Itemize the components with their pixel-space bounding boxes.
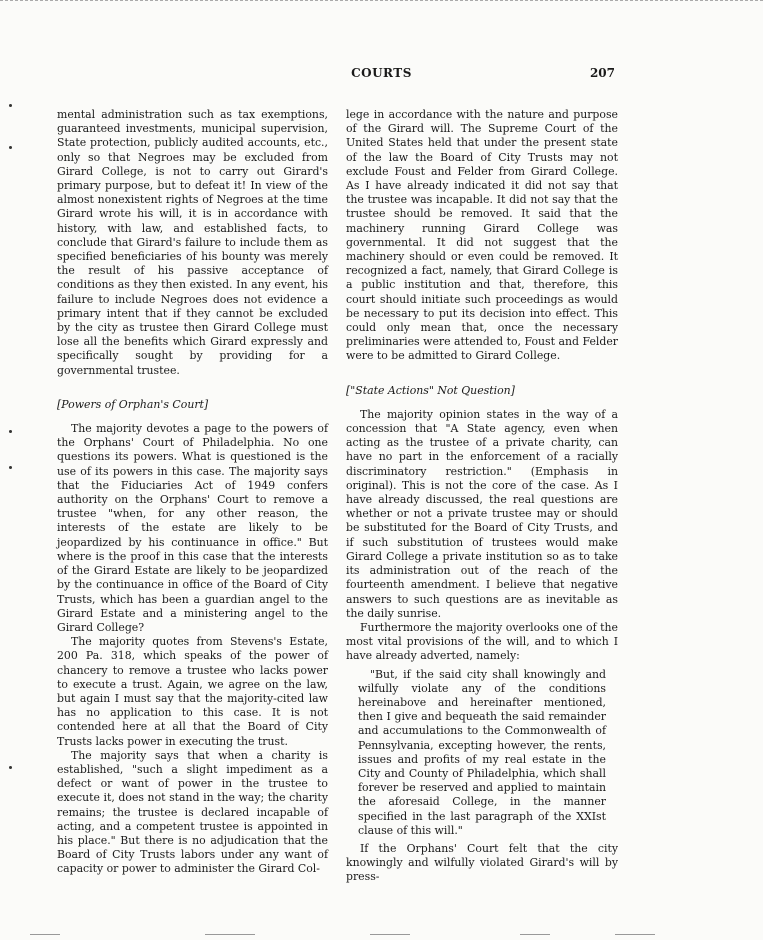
margin-mark [9, 766, 12, 769]
block-quote: "But, if the said city shall knowingly and wilfully violate any of the conditions hereinabove and hereinafter mentioned, then I give and bequeath the said remainder and accumulations to the Commonwealth of Pennsylvania, excepting however, the rents, issues and profits of my real estate in the City and County of Philadelphia, which shall forever be reserved and applied to maintain the aforesaid College, in the manner specified in the last paragraph of the XXIst clause of this will." [358, 667, 606, 837]
paragraph: lege in accordance with the nature and purpose of the Girard will. The Supreme Court of the United States held that under the present state of the law the Board of City Trusts may not exclude Foust and Felder from Girard College. As I have already indicated it did not say that the trustee was incapable. It did not say that the trustee should be removed. It said that the machinery running Girard College was governmental. It did not suggest that the machinery should or even could be removed. It recognized a fact, namely, that Girard College is a public institution and that, therefore, this court should initiate such proceedings as would be necessary to put its decision into effect. This could only mean that, once the necessary preliminaries were attended to, Foust and Felder were to be admitted to Girard College. [346, 108, 618, 363]
footer-rule [30, 934, 60, 935]
paragraph: If the Orphans' Court felt that the city knowingly and wilfully violated Girard's will by press- [346, 841, 618, 884]
section-heading: ["State Actions" Not Question] [346, 383, 515, 397]
running-header-title: COURTS [351, 66, 412, 80]
left-column [57, 108, 328, 877]
paragraph: The majority devotes a page to the powers of the Orphans' Court of Philadelphia. No one questions its powers. What is questioned is the use of its powers in this case. The majority says that the Fiduciaries Act of 1949 confers authority on the Orphans' Court to remove a trustee "when, for any other reason, the interests of the estate are likely to be jeopardized by his continuance in office." But where is the proof in this case that the interests of the Girard Estate are likely to be jeopardized by the continuance in office of the Board of City Trusts, which has been a guardian angel to the Girard Estate and a ministering angel to the Girard College? [57, 422, 328, 634]
footer-rule [370, 934, 410, 935]
section-heading: [Powers of Orphan's Court] [57, 397, 209, 411]
footer-rule [615, 934, 655, 935]
paragraph: The majority quotes from Stevens's Estate, 200 Pa. 318, which speaks of the power of chancery to remove a trustee who lacks power to execute a trust. Again, we agree on the law, but again I must say that the majority-cited law has no application to this case. It is not contended here at all that the Board of City Trusts lacks power in executing the trust. [57, 635, 328, 748]
paragraph: The majority says that when a charity is established, "such a slight impediment as a defect or want of power in the trustee to execute it, does not stand in the way; the charity remains; the trustee is declared incapable of acting, and a competent trustee is appointed in his place." But there is no adjudication that the Board of City Trusts labors under any want of capacity or power to administer the Girard Col- [57, 748, 328, 876]
margin-mark [9, 104, 12, 107]
paragraph: mental administration such as tax exemptions, guaranteed investments, municipal supervision, State protection, publicly audited accounts, etc., only so that Negroes may be excluded from Girard College, is not to carry out Girard's primary purpose, but to defeat it! In view of the almost nonexistent rights of Negroes at the time Girard wrote his will, it is in accordance with history, with law, and established facts, to conclude that Girard's failure to include them as specified beneficiaries of his bounty was merely the result of his passive acceptance of conditions as they then existed. In any event, his failure to include Negroes does not evidence a primary intent that if they cannot be excluded by the city as trustee then Girard College must lose all the benefits which Girard expressly and specifically sought by providing for a governmental trustee. [57, 108, 328, 377]
margin-mark [9, 466, 12, 469]
paragraph: The majority opinion states in the way of a concession that "A State agency, even when acting as the trustee of a private charity, can have no part in the enforcement of a racially discriminatory restriction." (Emphasis in original). This is not the core of the case. As I have already discussed, the real questions are whether or not a private trustee may or should be substituted for the Board of City Trusts, and if such substitution of trustees would make Girard College a private institution so as to take its administration out of the reach of the fourteenth amendment. I believe that negative answers to such questions are as inevitable as the daily sunrise. [346, 407, 618, 620]
right-column [346, 108, 618, 885]
page-top-border [0, 0, 763, 1]
footer-rule [205, 934, 255, 935]
footer-rule [520, 934, 550, 935]
page-number: 207 [589, 66, 615, 80]
margin-mark [9, 430, 12, 433]
margin-mark [9, 146, 12, 149]
paragraph: Furthermore the majority overlooks one of the most vital provisions of the will, and to which I have already adverted, namely: [346, 620, 618, 663]
